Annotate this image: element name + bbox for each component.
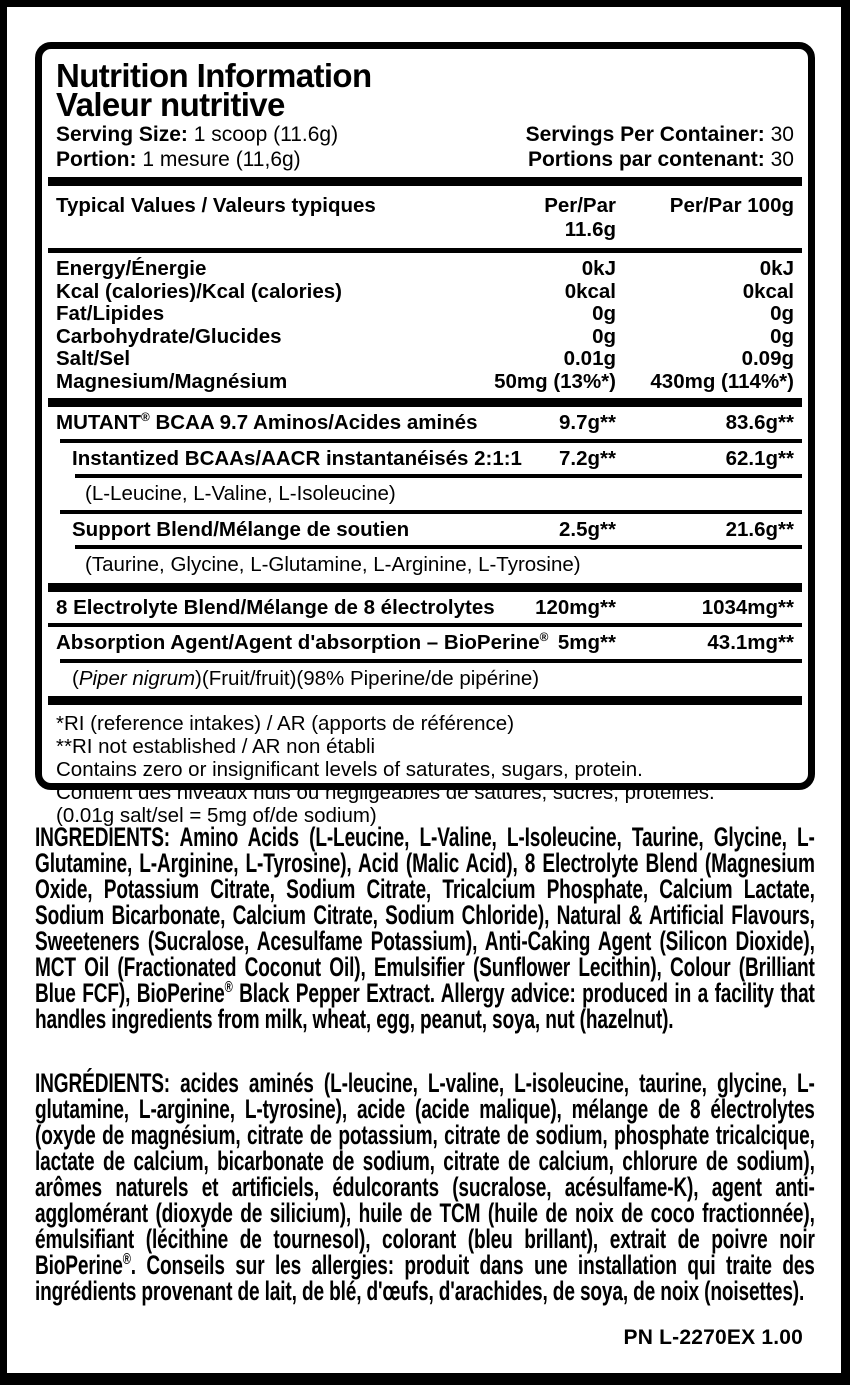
- nutrient-row-kcal: [48, 281, 802, 304]
- row-bioperine-components: [48, 663, 802, 695]
- value-per-serving: 0g: [592, 302, 616, 325]
- value-per-100g: 0g: [770, 302, 794, 325]
- nutrition-facts-box: [35, 42, 815, 827]
- nutrient-label: Magnesium/Magnésium: [56, 369, 288, 393]
- servings-per-container-en: [526, 123, 794, 148]
- serving-size-fr: [56, 148, 301, 173]
- thick-divider: [48, 696, 802, 705]
- value-per-serving: 0kJ: [581, 257, 616, 280]
- basic-nutrient-rows: [48, 253, 802, 398]
- serving-row-fr: [48, 148, 802, 173]
- thick-divider: [48, 398, 802, 407]
- value-per-serving: 2.5g**: [559, 517, 616, 541]
- row-instantized-bcaas: [48, 443, 802, 475]
- nutrient-label: Salt/Sel: [56, 347, 131, 370]
- blend-label: 8 Electrolyte Blend/Mélange de 8 électrolytes: [56, 595, 495, 619]
- column-header-per-100g: Per/Par 100g: [669, 194, 794, 217]
- blend-label-text: Absorption Agent/Agent d'absorption – BioPerine: [56, 631, 540, 654]
- servings-per-container-value: 30: [764, 123, 794, 146]
- value-per-100g: 83.6g**: [725, 411, 794, 434]
- column-header-per-serving: Per/Par 11.6g: [544, 194, 616, 241]
- ingredients-en-text-cont: Black Pepper Extract. Allergy advice: produced in a facility that handles ingredients from milk, wheat, egg, peanut, soya, nut (hazelnut).: [35, 977, 815, 1034]
- nutrient-label: Kcal (calories)/Kcal (calories): [56, 279, 342, 303]
- ingredients-paragraph-en: [35, 821, 815, 1034]
- registered-mark: ®: [539, 630, 549, 645]
- value-per-100g: 0kJ: [759, 257, 794, 280]
- value-per-serving: 50mg (13%*): [494, 369, 616, 393]
- footnote-ri-not-established: **RI not established / AR non établi: [56, 735, 376, 758]
- footnote-contains-fr: Contient des niveaux nuls ou négligeables de saturés, sucres, protéines.: [56, 781, 715, 804]
- registered-mark: ®: [141, 410, 150, 425]
- nutrient-label: Fat/Lipides: [56, 302, 165, 325]
- ingredients-fr-text-cont: . Conseils sur les allergies: produit dans une installation qui traite des ingrédients provenant de lait, de blé, d'œufs, d'arachides, de soya, de noix (noisettes).: [35, 1249, 815, 1306]
- portions-par-contenant-value: 30: [764, 147, 794, 171]
- serving-size-en: [56, 123, 338, 148]
- table-header: [48, 186, 802, 248]
- blend-label: [56, 630, 549, 655]
- ingredient-detail: (L-Leucine, L-Valine, L-Isoleucine): [85, 482, 396, 505]
- footnote-reference-intakes: *RI (reference intakes) / AR (apports de référence): [56, 712, 515, 735]
- nutrient-row-magnesium: [48, 371, 802, 394]
- serving-size-label: Serving Size:: [56, 123, 188, 146]
- value-per-serving: 5mg**: [557, 631, 616, 654]
- row-bcaa-components: [48, 478, 802, 510]
- serving-row-en: [48, 123, 802, 148]
- value-per-serving: 120mg**: [535, 595, 616, 619]
- latin-name: Piper nigrum: [78, 666, 196, 690]
- thick-divider: [48, 177, 802, 186]
- panel-title-fr: Valeur nutritive: [56, 86, 285, 123]
- column-header-typical-values: Typical Values / Valeurs typiques: [56, 194, 376, 217]
- footnote-salt-sodium: (0.01g salt/sel = 5mg of/de sodium): [56, 804, 377, 827]
- nutrient-row-carbohydrate: [48, 326, 802, 349]
- row-support-blend: [48, 514, 802, 546]
- nutrient-row-fat: [48, 303, 802, 326]
- row-absorption-agent: [48, 627, 802, 659]
- paren: (: [72, 666, 79, 690]
- portions-par-contenant-label: Portions par contenant:: [527, 147, 765, 171]
- value-per-serving: 0kcal: [564, 279, 616, 303]
- blend-label: Instantized BCAAs/AACR instantanéisés 2:1:1: [72, 446, 522, 470]
- blend-label-text: BCAA 9.7 Aminos/Acides aminés: [149, 411, 478, 434]
- blend-label: [56, 412, 498, 435]
- ingredients-paragraph-fr: [35, 1067, 815, 1306]
- ingredients-en-text: INGREDIENTS: Amino Acids (L-Leucine, L-Valine, L-Isoleucine, Taurine, Glycine, L-Glutamine, L-Arginine, L-Tyrosine), Acid (Malic Acid), 8 Electrolyte Blend (Magnesium Oxide, Potassium Citrate, Sodium Citrate, Tricalcium Phosphate, Calcium Lactate, Sodium Bicarbonate, Calcium Citrate, Sodium Chloride), Natural & Artificial Flavours, Sweeteners (Sucralose, Acesulfame Potassium), Anti-Caking Agent (Silicon Dioxide), MCT Oil (Fractionated Coconut Oil), Emulsifier (Sunflower Lecithin), Colour (Brilliant Blue FCF), BioPerine: [35, 821, 815, 1008]
- footnotes: [48, 705, 802, 831]
- nutrient-row-salt: [48, 348, 802, 371]
- value-per-100g: 62.1g**: [725, 446, 794, 470]
- nutrient-label: Energy/Énergie: [56, 257, 207, 280]
- value-per-100g: 43.1mg**: [707, 631, 794, 654]
- product-code: PN L-2270EX 1.00: [623, 1326, 803, 1349]
- portion-label: Portion:: [56, 147, 137, 171]
- value-per-serving: 9.7g**: [559, 411, 616, 434]
- row-support-components: [48, 549, 802, 581]
- value-per-serving: 0.01g: [563, 347, 616, 370]
- value-per-serving: 7.2g**: [559, 446, 616, 470]
- serving-size-value: 1 scoop (11.6g): [187, 123, 339, 146]
- value-per-100g: 0kcal: [742, 279, 794, 303]
- panel-title-en: Nutrition Information: [56, 57, 372, 94]
- servings-per-container-fr: [528, 148, 794, 173]
- nutrient-row-energy: [48, 258, 802, 281]
- row-mutant-bcaa-aminos: [48, 407, 802, 439]
- ingredient-detail: [56, 668, 794, 691]
- blend-label: Support Blend/Mélange de soutien: [72, 517, 410, 541]
- ingredients-fr-text: INGRÉDIENTS: acides aminés (L-leucine, L-valine, L-isoleucine, taurine, glycine, L-glutamine, L-arginine, L-tyrosine), acide (acide malique), mélange de 8 électrolytes (oxyde de magnésium, citrate de potassium, citrate de sodium, phosphate tricalcique, lactate de calcium, bicarbonate de sodium, citrate de calcium, chlorure de sodium), arômes naturels et artificiels, édulcorants (sucralose, acésulfame-K), agent anti-agglomérant (dioxyde de silicium), huile de TCM (huile de noix de coco fractionnée), émulsifiant (lécithine de tournesol), colorant (bleu brillant), extrait de poivre noir BioPerine: [35, 1067, 815, 1280]
- registered-mark: ®: [224, 978, 233, 996]
- brand-name: MUTANT: [56, 411, 142, 434]
- ingredient-detail-text: )(Fruit/fruit)(98% Piperine/de pipérine): [195, 666, 540, 690]
- nutrient-label: Carbohydrate/Glucides: [56, 324, 282, 348]
- servings-per-container-label: Servings Per Container:: [525, 123, 765, 146]
- row-electrolyte-blend: [48, 592, 802, 624]
- ingredient-detail: (Taurine, Glycine, L-Glutamine, L-Arginine, L-Tyrosine): [85, 553, 581, 576]
- thick-divider: [48, 583, 802, 592]
- value-per-100g: 21.6g**: [725, 517, 794, 541]
- footnote-contains-en: Contains zero or insignificant levels of saturates, sugars, protein.: [56, 758, 643, 781]
- registered-mark: ®: [122, 1250, 131, 1268]
- value-per-100g: 430mg (114%*): [650, 369, 794, 393]
- value-per-serving: 0g: [592, 324, 616, 348]
- portion-value: 1 mesure (11,6g): [136, 147, 301, 171]
- value-per-100g: 0g: [770, 324, 794, 348]
- value-per-100g: 1034mg**: [701, 595, 794, 619]
- panel-title: [48, 55, 802, 123]
- value-per-100g: 0.09g: [741, 347, 794, 370]
